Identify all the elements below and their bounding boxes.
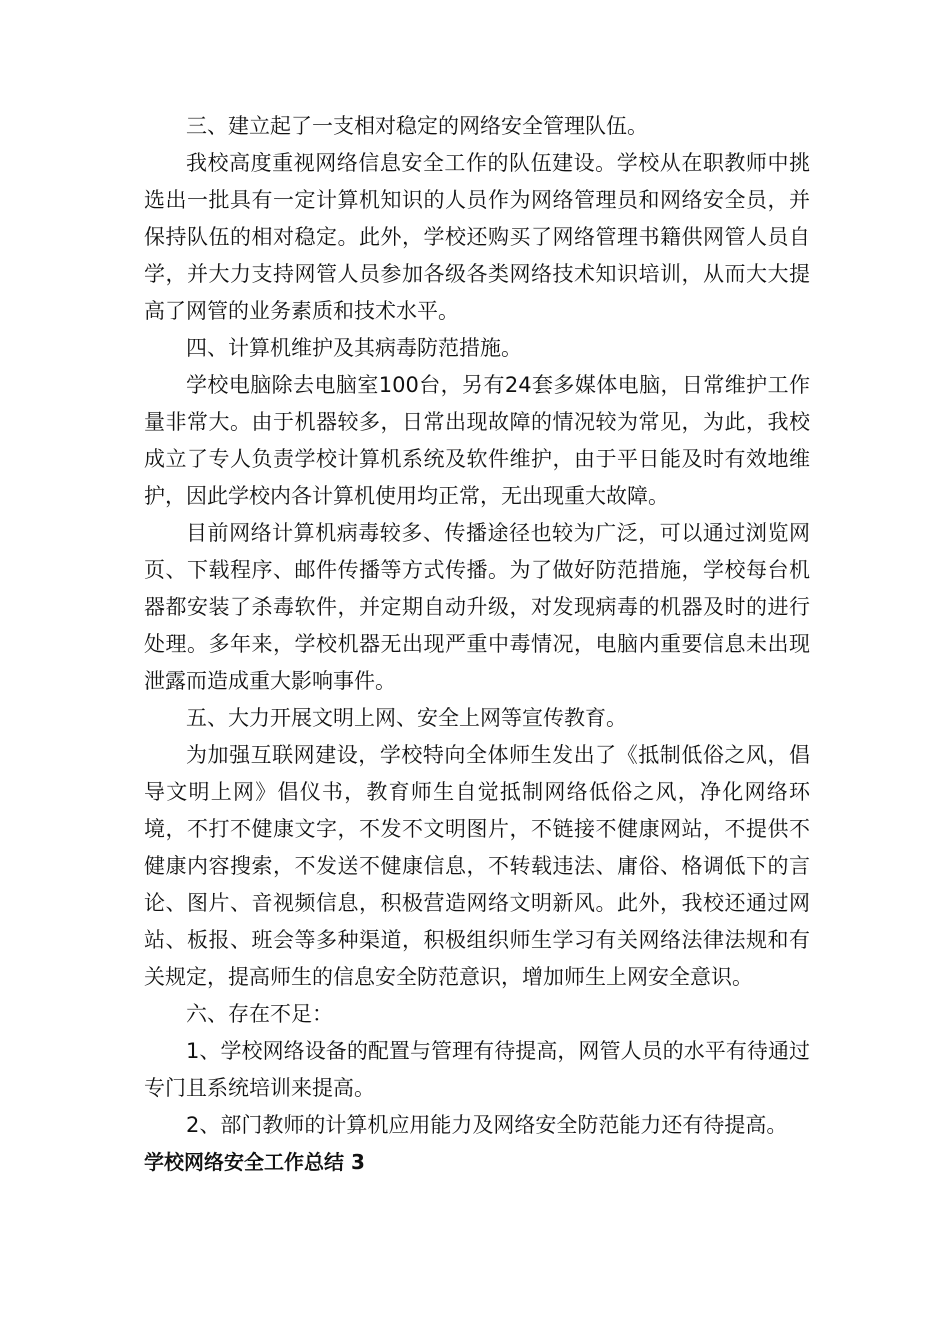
paragraph-team-building: 我校高度重视网络信息安全工作的队伍建设。学校从在职教师中挑选出一批具有一定计算机知识的人员作为网络管理员和网络安全员，并保持队伍的相对稳定。此外，学校还购买了网络管理书籍供网管人员自学，并大力支持网管人员参加各级各类网络技术知识培训，从而大大提高了网管的业务素质和技术水平。 [144,151,810,323]
paragraph-computer-maintenance: 学校电脑除去电脑室100台，另有24套多媒体电脑，日常维护工作量非常大。由于机器较多，日常出现故障的情况较为常见，为此，我校成立了专人负责学校计算机系统及软件维护，由于平日能及时有效地维护，因此学校内各计算机使用均正常，无出现重大故障。 [144,373,810,508]
paragraph-civilized-internet: 为加强互联网建设，学校特向全体师生发出了《抵制低俗之风，倡导文明上网》倡仪书，教育师生自觉抵制网络低俗之风，净化网络环境，不打不健康文字，不发不文明图片，不链接不健康网站，不提供不健康内容搜索，不发送不健康信息，不转载违法、庸俗、格调低下的言论、图片、音视频信息，积极营造网络文明新风。此外，我校还通过网站、板报、班会等多种渠道，积极组织师生学习有关网络法律法规和有关规定，提高师生的信息安全防范意识，增加师生上网安全意识。 [144,743,810,989]
shortcoming-item-1: 1、学校网络设备的配置与管理有待提高，网管人员的水平有待通过专门且系统培训来提高。 [144,1039,810,1100]
section-heading-four: 四、计算机维护及其病毒防范措施。 [186,336,522,360]
paragraph-virus-prevention: 目前网络计算机病毒较多、传播途径也较为广泛，可以通过浏览网页、下载程序、邮件传播等方式传播。为了做好防范措施，学校每台机器都安装了杀毒软件，并定期自动升级，对发现病毒的机器及时的进行处理。多年来，学校机器无出现严重中毒情况，电脑内重要信息未出现泄露而造成重大影响事件。 [144,521,810,693]
document-section-title: 学校网络安全工作总结 3 [144,1150,365,1174]
section-heading-five: 五、大力开展文明上网、安全上网等宣传教育。 [186,706,627,730]
document-body [144,108,810,1181]
shortcoming-item-2: 2、部门教师的计算机应用能力及网络安全防范能力还有待提高。 [186,1113,788,1137]
section-heading-three: 三、建立起了一支相对稳定的网络安全管理队伍。 [186,114,648,138]
section-heading-six: 六、存在不足： [186,1002,333,1026]
